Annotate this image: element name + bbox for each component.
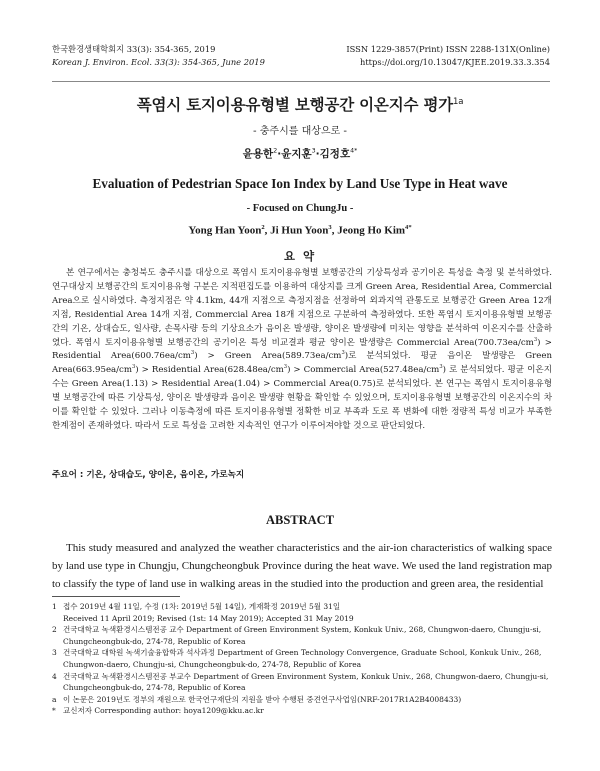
footnote-mark: 1 [52,602,57,611]
footnote-line: 접수 2019년 4월 11일, 수정 (1차: 2019년 5월 14일), 게재확정 2019년 5월 31일 [63,602,341,611]
footnote-line: Received 11 April 2019; Revised (1st: 14 May 2019); Accepted 31 May 2019 [63,613,354,623]
author-affil-mark: 2 [273,147,278,155]
author-en: Ji Hun Yoon [270,224,329,237]
author-separator: · [315,148,320,160]
author-separator: · [277,148,282,160]
footnote-line: 건국대학교 대학원 녹색기술융합학과 석사과정 Department of Green Technology Convergence, Graduate School, Konkuk Univ., 268, Chungwon-daero, Chungju-si, Chungcheongbuk-do, 274-78, Republic of Korea [63,648,542,669]
journal-citation [52,43,265,69]
footnotes [52,601,552,717]
footnote-line[interactable]: 교신저자 Corresponding author: hoya1209@kku.ac.kr [63,706,264,716]
footnote-item [52,694,552,706]
abstract-en-paragraph: This study measured and analyzed the weather characteristics and the air-ion characteristics of walking space by land use type in Chungju, Chungcheongbuk Province during the heat wave. We used the land registration map to classify the type of land use in walking areas in the studied into the production and green area, the residential [52,542,552,590]
author-affil-mark: 4* [405,224,412,231]
author-en: Jeong Ho Kim [337,224,406,237]
issn: ISSN 1229-3857(Print) ISSN 2288-131X(Online) [346,44,550,54]
author-kr: 김정호 [319,148,351,160]
abstract-en-heading: ABSTRACT [265,513,335,527]
journal-citation-kr: 한국환경생태학회지 33(3): 354-365, 2019 [52,44,216,54]
journal-citation-en: Korean J. Environ. Ecol. 33(3): 354-365, June 2019 [52,57,265,67]
footnote-line: 건국대학교 녹색환경시스템전공 교수 Department of Green Environment System, Konkuk Univ., 268, Chungwon-daero, Chungju-si, Chungcheongbuk-do, 274-78, Republic of Korea [63,625,542,646]
title-kr [0,93,600,115]
abstract-en [52,539,552,593]
author-separator: , [264,224,271,237]
footnote-mark: 2 [52,625,57,635]
keywords-kr: 주요어 : 기온, 상대습도, 양이온, 음이온, 가로녹지 [52,470,245,480]
journal-identifiers [346,43,550,69]
footnote-mark: 4 [52,671,57,681]
author-kr: 윤지훈 [281,148,312,160]
footnote-item [52,705,552,717]
authors-en [0,224,600,237]
author-kr: 윤용한 [242,148,274,160]
footnote-item [52,624,552,647]
footnote-line: 이 논문은 2019년도 정부의 재원으로 한국연구재단의 지원을 받아 수행된 중견연구사업임(NRF-2017R1A2B4008433) [63,694,462,704]
footnote-mark: 3 [52,648,57,658]
footnote-line: 건국대학교 녹색환경시스템전공 부교수 Department of Green Environment System, Konkuk Univ., 268, Chungwon-daero, Chungju-si, Chungcheongbuk-do, 274-78, Republic of Korea [63,671,549,693]
doi-link[interactable]: https://doi.org/10.13047/KJEE.2019.33.3.354 [360,57,550,67]
footnote-item [52,647,552,670]
abstract-kr [52,267,552,434]
title-kr-footnote-mark: 1a [453,96,464,107]
footnote-item [52,601,552,624]
abstract-kr-heading: 요 약 [283,249,317,263]
title-en: Evaluation of Pedestrian Space Ion Index by Land Use Type in Heat wave [92,176,508,191]
abstract-kr-paragraph: 본 연구에서는 충청북도 충주시를 대상으로 폭염시 토지이용유형별 보행공간의 기상특성과 공기이온 특성을 측정 및 분석하였다. 연구대상지 보행공간의 토지이용유형 구분은 지적편집도를 이용하여 대상지를 크게 Green Area, Residential Area, Commercial Area으로 실시하였다. 측정지점은 약 4.1km, 44개 지점으로 측정지점을 선정하여 외과지역 관통도로 보행공간 Green Area 12개 지점, Residential Area 14개 지점, Commercial Area 18개 지점으로 구분하여 측정하였다. 또한 폭염시 토지이용유형별 보행공간의 기온, 상대습도, 일사량, 손목사량 등의 기상요소가 음이온 발생량, 양이온 발생량에 미치는 영향을 분석하여 이온지수를 산출하였다. 폭염시 토지이용유형별 보행공간의 공기이온 특성 비교결과 평균 양이온 발생량은 Commercial $Area(700.73ea/cm^3)$ > Residential $Area(600.76ea/cm^3)$ > Green $Area(589.73ea/cm^3)$로 분석되었다. 평균 음이온 발생량은 Green $Area(663.95ea/cm^3)$ > Residential $Area(628.48ea/cm^3)$ > Commercial $Area(527.48ea/cm^3)$ 로 분석되었다. 평균 이온지수는 Green Area(1.13) > Residential Area(1.04) > Commercial Area(0.75)로 분석되었다. 본 연구는 폭염시 토지이용유형별 보행공간에 따른 기상특성, 양이온 발생량과 음이온 발생량 현황을 확인할 수 있었으며, 토지이용유형별 보행공간의 이온지수의 차이를 확인할 수 있었다. 그러나 이동측정에 따른 토지이용유형별 정확한 비교 부족과 도로 폭 변화에 대한 정량적 특성 비교가 부족한 한계점이 존재하였다. 따라서 도로 특성을 고려한 지속적인 연구가 이루어져야할 것으로 판단되었다. [52,268,552,431]
author-affil-mark: 3 [328,224,332,231]
author-affil-mark: 3 [311,147,316,155]
subtitle-kr: - 충주시를 대상으로 - [252,126,348,137]
footnote-divider [52,596,180,597]
author-affil-mark: 2 [261,224,265,231]
subtitle-en: - Focused on ChungJu - [246,203,354,214]
author-en: Yong Han Yoon [188,224,262,237]
author-affil-mark: 4* [350,147,358,155]
footnote-item [52,671,552,694]
footnote-mark: a [52,694,57,704]
authors-kr [0,146,600,161]
header-divider [52,81,550,82]
author-separator: , [331,224,338,237]
title-kr-text: 폭염시 토지이용유형별 보행공간 이온지수 평가 [136,96,453,114]
footnote-mark: * [52,706,56,716]
